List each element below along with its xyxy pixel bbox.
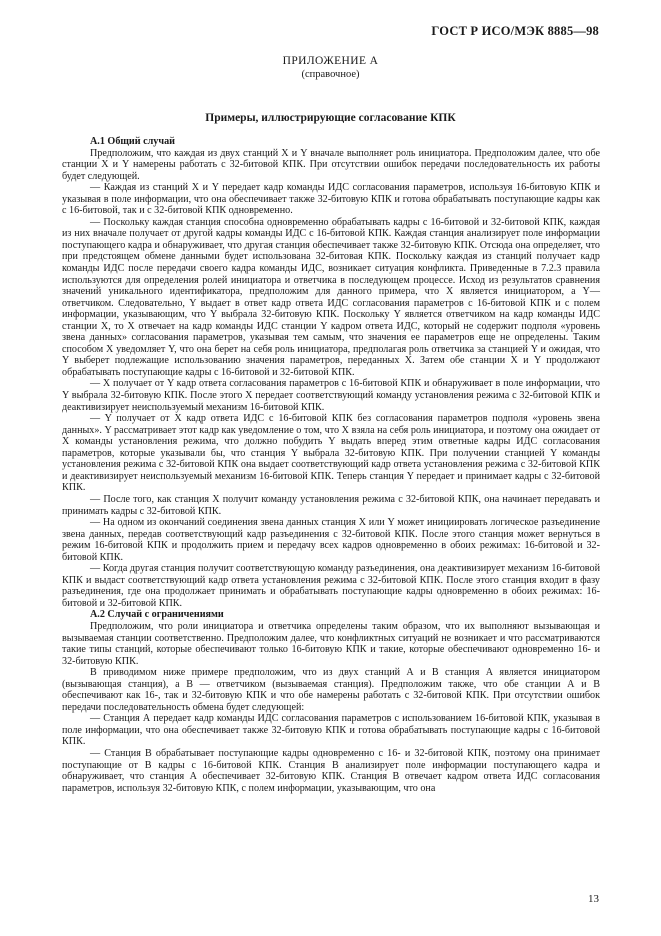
paragraph: — После того, как станция X получит команду установления режима с 32-битовой КПК, она начинает передавать и принимать кадры с 32-битовой КПК. <box>62 493 600 517</box>
paragraph: Предположим, что роли инициатора и ответчика определены таким образом, что их выполняют вызывающая и вызываемая станции соответственно. Предположим далее, что конфликтных ситуаций не возникает и что рассматриваются такие типы станций, которые обеспечивают только 16-битовую КПК и такие, которые обеспечивают одновременно 16- и 32-битовую КПК. <box>62 620 600 667</box>
section-heading: А.2 Случай с ограничениями <box>90 609 224 621</box>
paragraph: — Y получает от X кадр ответа ИДС с 16-битовой КПК без согласования параметров подполя «уровень звена данных». Y рассматривает этот кадр как уведомление о том, что X взяла на себя роль инициатора, и поэтому она ожидает от X команды установления режима, что должно побудить Y выдать вперед этим ответные кадры ИДС согласования параметров, которые указывали бы, что станция Y выбрала 32-битовую КПК. При получении станцией Y команды установления режима с 32-битовой КПК она выдает соответствующий кадр ответа установления режима с 32-битовой КПК и деактивизирует неиспользуемый механизм 16-битовой КПК. Теперь станция Y передает и принимает кадры с 32-битовой КПК. <box>62 413 600 494</box>
appendix-note: (справочное) <box>301 69 360 80</box>
paragraph: — На одном из окончаний соединения звена данных станция X или Y может инициировать логическое разъединение звена данных, передав соответствующий кадр разъединения с 32-битовой КПК. После этого станция может вернуться в режим 16-битовой КПК и продолжить прием и передачу всех кадров одновременно в обоих режимах: 16-битовой и 32-битовой КПК. <box>62 517 600 563</box>
body-text <box>62 136 600 794</box>
paragraph: В приводимом ниже примере предположим, что из двух станций А и В станция А является инициатором (вызывающая станция), а В — ответчиком (вызываемая станция). Предположим также, что обе станции А и В обеспечивают как 16-, так и 32-битовую КПК и что обе намерены работать с 32-битовой КПК. При отсутствии ошибок передачи последовательность обмена будет следующей: <box>62 667 600 713</box>
paragraph: — Поскольку каждая станция способна одновременно обрабатывать кадры с 16-битовой и 32-битовой КПК, каждая из них вначале получает от другой кадры команды ИДС с 16-битовой КПК. Каждая станция анализирует поле информации поступающего кадра и обнаруживает, что другая станция обеспечивает также 32-битовую КПК. Отсюда она определяет, что при предстоящем обмене данными будет использована 32-битовая КПК. Поскольку каждая из станций получает кадр команды ИДС после передачи своего кадра команды ИДС, возникает ситуация конфликта. Приведенные в 7.2.3 правила используются для определения ролей инициатора и ответчика в последующем процессе. Исход из результатов сравнения значений уникального идентификатора, предположим для данного примера, что X является инициатором, а Y— ответчиком. Следовательно, Y выдает в ответ кадр ответа ИДС согласования параметров с 16-битовой КПК и с полем информации, указывающим, что Y выбрала 32-битовую КПК. Поскольку Y является ответчиком на кадр команды ИДС станции X, то X отвечает на кадр команды ИДС станции Y кадром ответа ИДС, который не содержит подполя «уровень звена данных» согласования параметров, указывая тем самым, что значения ее параметров еще не определены. Таким способом X уведомляет Y, что она берет на себя роль инициатора, предполагая роль ответчика за станцией Y и ожидая, что Y выберет подлежащие использованию значения параметров, переданных X. Затем обе станции X и Y продолжают обрабатывать поступающие кадры с 16-битовой и 32-битовой КПК. <box>62 216 600 378</box>
paragraph: — Станция А передает кадр команды ИДС согласования параметров с использованием 16-битовой КПК, указывая в поле информации, что она обеспечивает также 32-битовую КПК и готова обрабатывать поступающие кадры с 16-битовой КПК. <box>62 713 600 748</box>
paragraph: — Когда другая станция получит соответствующую команду разъединения, она деактивизирует механизм 16-битовой КПК и выдаст соответствующий кадр ответа установления режима с 32-битовой КПК. После этого станция входит в фазу разъединения, где она продолжает принимать и обрабатывать поступающие кадры одновременно в обоих режимах: 16-битовой и 32-битовой КПК. <box>62 563 600 609</box>
paragraph: — Станция В обрабатывает поступающие кадры одновременно с 16- и 32-битовой КПК, поэтому она принимает поступающие от В кадры с 16-битовой КПК. Станция В анализирует поле информации поступающего кадра и обнаруживает, что станция А обеспечивает 32-битовую КПК. Станция В отвечает кадром ответа ИДС согласования параметров, используя 32-битовую КПК, с полем информации, указывающим, что она <box>62 747 600 794</box>
paragraph: — Каждая из станций X и Y передает кадр команды ИДС согласования параметров, используя 16-битовую КПК и указывая в поле информации, что она обеспечивает также 32-битовую КПК и готова обрабатывать поступающие кадры как с 16-битовой, так и с 32-битовой КПК одновременно. <box>62 182 600 217</box>
appendix-heading: Примеры, иллюстрирующие согласование КПК <box>205 112 456 124</box>
page-number: 13 <box>588 893 599 905</box>
standard-code: ГОСТ Р ИСО/МЭК 8885—98 <box>431 24 599 38</box>
appendix-title: ПРИЛОЖЕНИЕ А <box>282 55 379 67</box>
paragraph: — X получает от Y кадр ответа согласования параметров с 16-битовой КПК и обнаруживает в поле информации, что Y выбрала 32-битовую КПК. После этого X передает соответствующий команду установления режима с 32-битовой КПК и деактивизирует неиспользуемый механизм 16-битовой КПК. <box>62 378 600 413</box>
section-heading: А.1 Общий случай <box>90 136 175 147</box>
paragraph: Предположим, что каждая из двух станций X и Y вначале выполняет роль инициатора. Предположим далее, что обе станции X и Y намерены работать с 32-битовой КПК. При отсутствии ошибок передачи последовательность их работы будет следующей. <box>62 147 600 182</box>
